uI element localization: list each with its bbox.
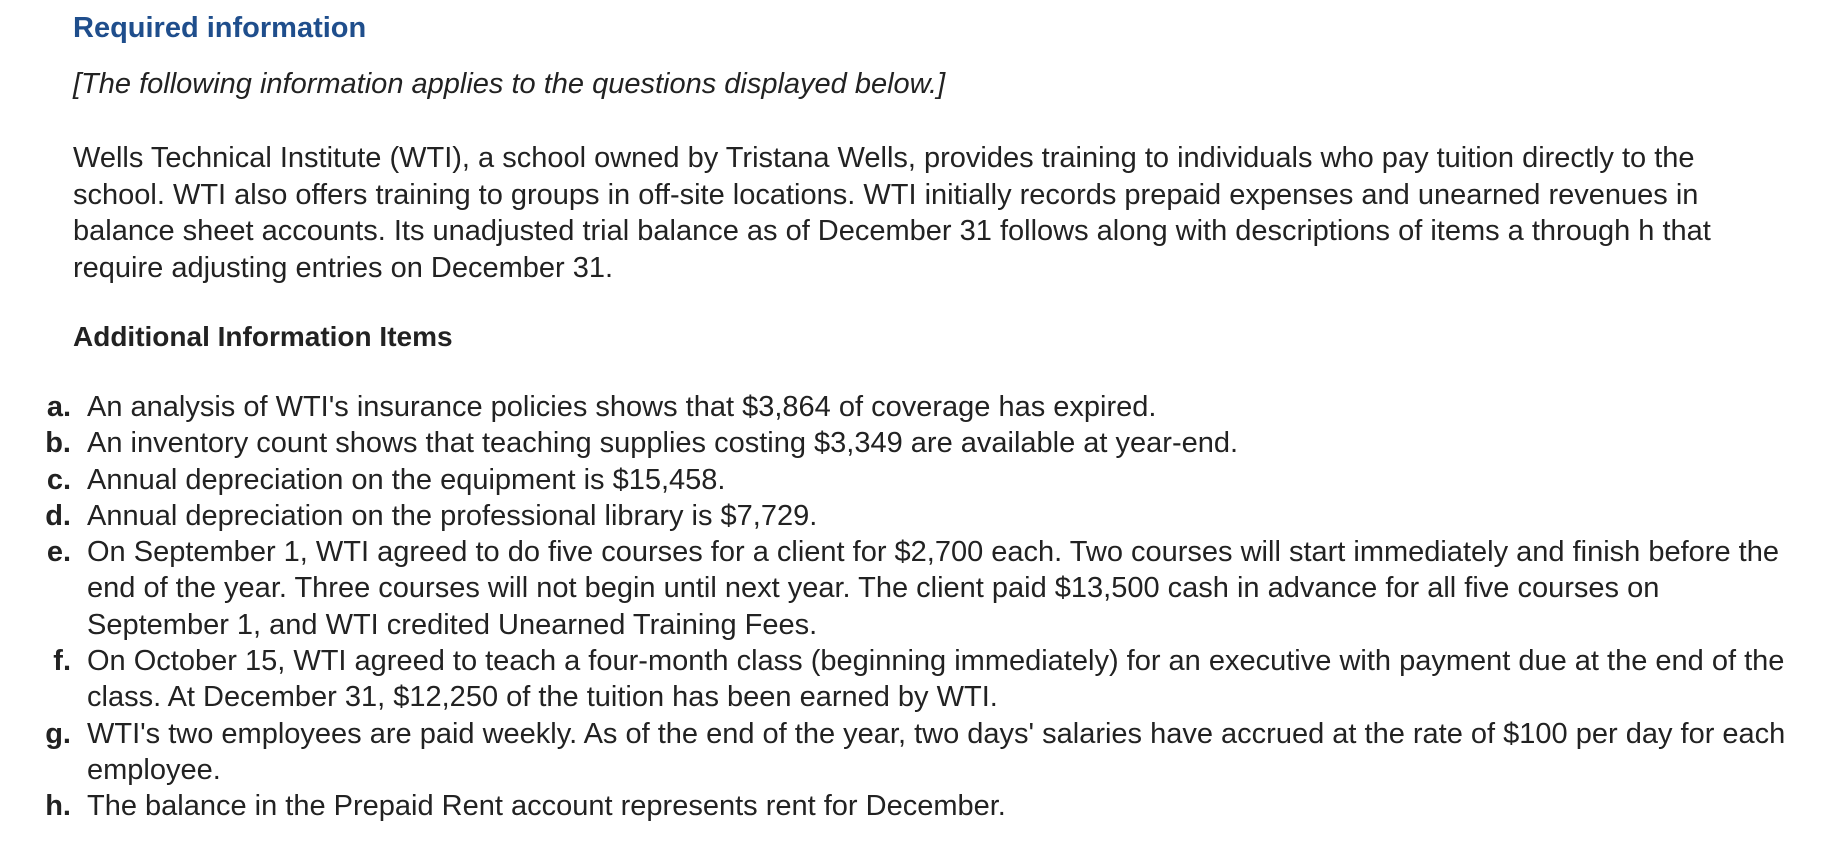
item-text: An inventory count shows that teaching supplies costing $3,349 are available at year-end. xyxy=(87,427,1239,460)
item-letter: b. xyxy=(45,427,71,460)
additional-items-list xyxy=(0,389,1800,825)
problem-description: Wells Technical Institute (WTI), a school owned by Tristana Wells, provides training to individuals who pay tuition directly to the school. WTI also offers training to groups in off-site locations. WTI initially records prepaid expenses and unearned revenues in balance sheet accounts. Its unadjusted trial balance as of December 31 follows along with descriptions of items a through h that require adjusting entries on December 31. xyxy=(73,142,1711,284)
item-text: Annual depreciation on the professional library is $7,729. xyxy=(87,499,818,532)
item-text: The balance in the Prepaid Rent account represents rent for December. xyxy=(87,790,1006,823)
list-item-g xyxy=(0,716,1800,789)
item-letter: c. xyxy=(46,463,71,496)
item-text: WTI's two employees are paid weekly. As of the end of the year, two days' salaries have accrued at the rate of $100 per day for each employee. xyxy=(87,717,1786,786)
list-item-b xyxy=(0,425,1800,461)
item-letter: d. xyxy=(45,499,71,532)
item-text: On October 15, WTI agreed to teach a four-month class (beginning immediately) for an executive with payment due at the end of the class. At December 31, $12,250 of the tuition has been earned by WTI. xyxy=(87,645,1785,714)
intro-note: [The following information applies to the questions displayed below.] xyxy=(73,68,946,100)
item-letter: g. xyxy=(45,717,71,750)
item-letter: h. xyxy=(45,790,71,823)
item-letter: f. xyxy=(53,645,71,678)
list-item-f xyxy=(0,643,1800,716)
list-item-h xyxy=(0,788,1800,824)
list-item-e xyxy=(0,534,1800,643)
item-text: An analysis of WTI's insurance policies shows that $3,864 of coverage has expired. xyxy=(87,391,1157,423)
list-item-a xyxy=(0,389,1800,425)
list-item-d xyxy=(0,498,1800,534)
item-text: On September 1, WTI agreed to do five courses for a client for $2,700 each. Two courses will start immediately and finish before the end of the year. Three courses will not begin until next year. The client paid $13,500 cash in advance for all five courses on September 1, and WTI credited Unearned Training Fees. xyxy=(87,536,1779,641)
list-item-c xyxy=(0,462,1800,498)
item-letter: a. xyxy=(46,391,71,423)
additional-information-heading: Additional Information Items xyxy=(73,321,453,352)
item-text: Annual depreciation on the equipment is $15,458. xyxy=(87,463,726,496)
required-information-heading: Required information xyxy=(73,12,367,44)
item-letter: e. xyxy=(46,536,71,569)
